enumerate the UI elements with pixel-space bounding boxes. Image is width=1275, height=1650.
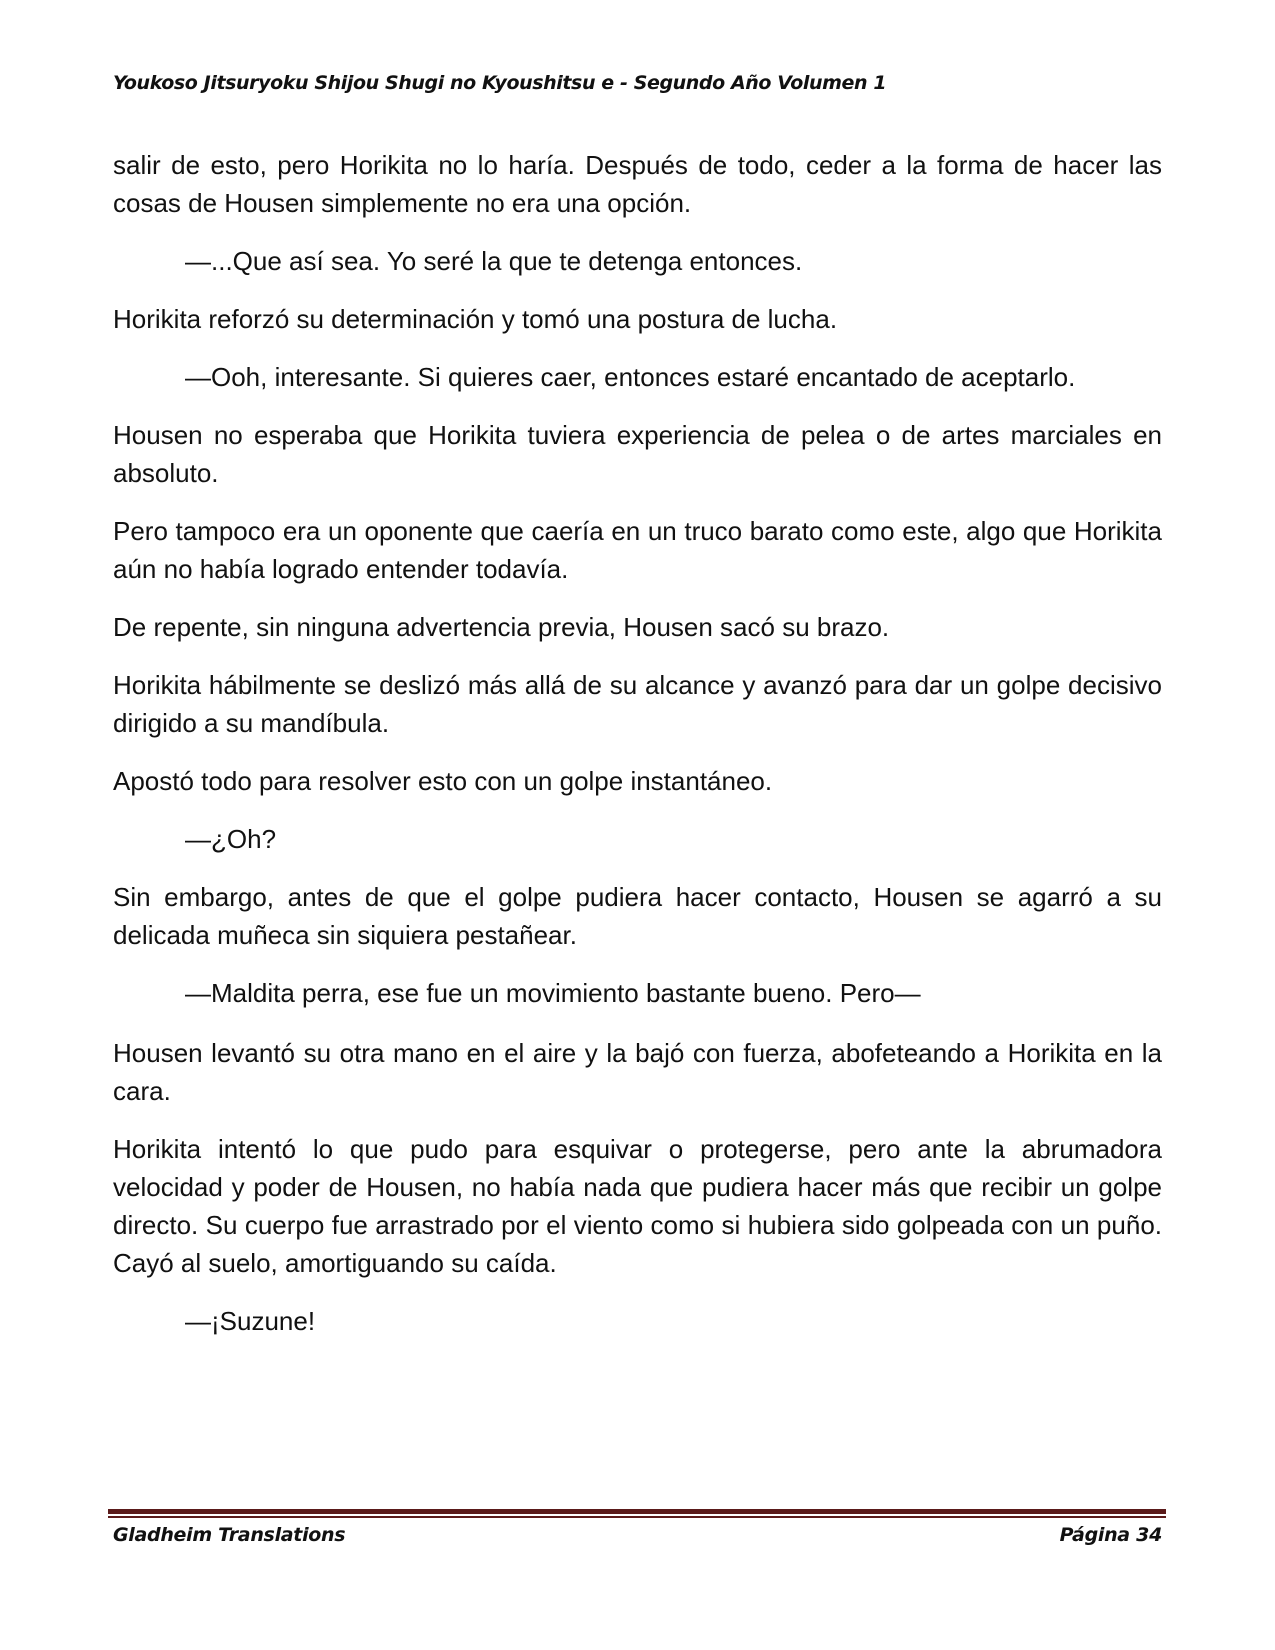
paragraph: salir de esto, pero Horikita no lo haría. Después de todo, ceder a la forma de hacer las cosas de Housen simplemente no era una opción.: [113, 150, 1162, 218]
dialog-line: —¿Oh?: [185, 824, 277, 854]
paragraph: Horikita intentó lo que pudo para esquivar o protegerse, pero ante la abrumadora velocidad y poder de Housen, no había nada que pudiera hacer más que recibir un golpe directo. Su cuerpo fue arrastrado por el viento como si hubiera sido golpeada con un puño. Cayó al suelo, amortiguando su caída.: [113, 1134, 1162, 1278]
footer-divider-thin: [108, 1516, 1166, 1518]
paragraph: Horikita hábilmente se deslizó más allá de su alcance y avanzó para dar un golpe decisivo dirigido a su mandíbula.: [113, 670, 1162, 738]
dialog-line: —Maldita perra, ese fue un movimiento bastante bueno. Pero—: [185, 978, 921, 1008]
paragraph: Housen no esperaba que Horikita tuviera experiencia de pelea o de artes marciales en absoluto.: [113, 420, 1162, 488]
footer-page-number: Página 34: [1059, 1524, 1162, 1546]
footer-divider-thick: [108, 1509, 1166, 1514]
paragraph: Horikita reforzó su determinación y tomó una postura de lucha.: [113, 304, 838, 334]
footer-publisher: Gladheim Translations: [113, 1524, 346, 1546]
paragraph: Housen levantó su otra mano en el aire y la bajó con fuerza, abofeteando a Horikita en la cara.: [113, 1038, 1162, 1106]
paragraph: Pero tampoco era un oponente que caería en un truco barato como este, algo que Horikita aún no había logrado entender todavía.: [113, 516, 1162, 584]
body-text: [113, 146, 1162, 1360]
dialog-line: —¡Suzune!: [185, 1306, 316, 1336]
paragraph: De repente, sin ninguna advertencia previa, Housen sacó su brazo.: [113, 612, 890, 642]
dialog-line: —Ooh, interesante. Si quieres caer, entonces estaré encantado de aceptarlo.: [185, 362, 1076, 392]
page-header-title: Youkoso Jitsuryoku Shijou Shugi no Kyoushitsu e - Segundo Año Volumen 1: [113, 72, 887, 94]
paragraph: Sin embargo, antes de que el golpe pudiera hacer contacto, Housen se agarró a su delicada muñeca sin siquiera pestañear.: [113, 882, 1162, 950]
footer-divider: [108, 1509, 1166, 1518]
paragraph: Apostó todo para resolver esto con un golpe instantáneo.: [113, 766, 773, 796]
dialog-line: —...Que así sea. Yo seré la que te detenga entonces.: [185, 246, 803, 276]
